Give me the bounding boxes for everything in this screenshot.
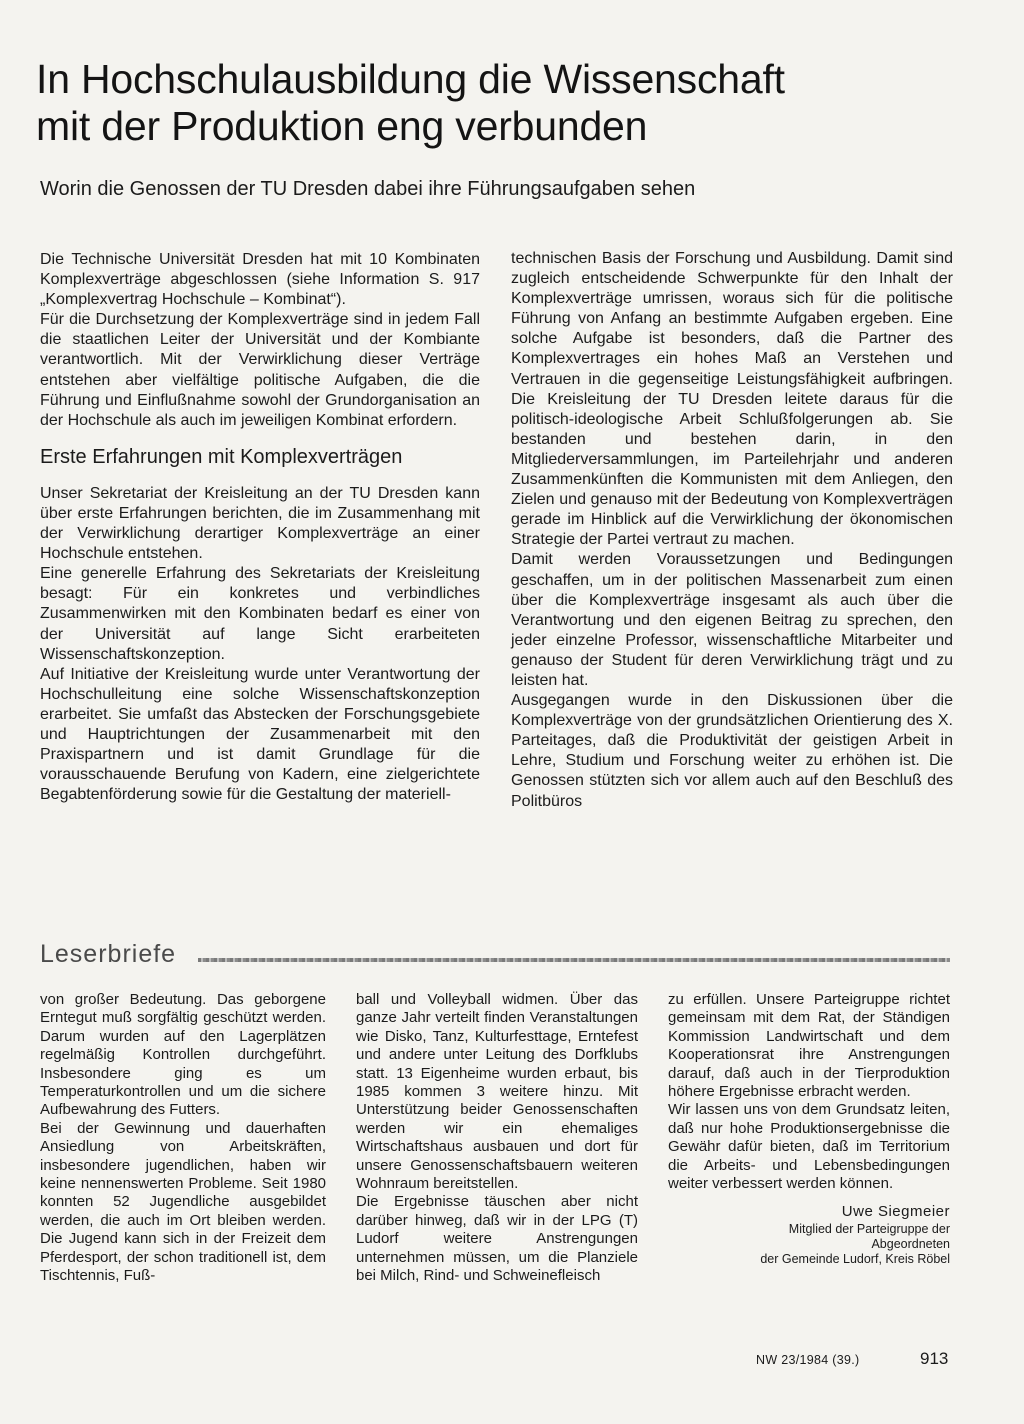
letters-divider-rule bbox=[198, 958, 950, 962]
paragraph: Eine generelle Erfahrung des Sekretariats der Kreisleitung besagt: Für ein konkretes und verbindliches Zusammenwirken mit den Kombinaten bedarf es einer von der Universität auf lange Sicht erarbeiteten Wissenschaftskonzeption. bbox=[40, 565, 480, 663]
letter-signature bbox=[668, 1202, 950, 1267]
signature-role-line-3: der Gemeinde Ludorf, Kreis Röbel bbox=[760, 1252, 950, 1267]
article-column-1 bbox=[40, 250, 480, 805]
paragraph: Unser Sekretariat der Kreisleitung an der TU Dresden kann über erste Erfahrungen berichten, die im Zusammenhang mit der Verwirklichung derartiger Komplexverträge an einer Hochschule entstehen. bbox=[40, 484, 480, 563]
paragraph: Die Technische Universität Dresden hat mit 10 Kombinaten Komplexverträge abgeschlossen (siehe Information S. 917 „Komplexvertrag Hochschule – Kombinat“). bbox=[40, 251, 480, 309]
paragraph: Für die Durchsetzung der Komplexverträge sind in jedem Fall die staatlichen Leiter der Universität und der Kombiante verantwortlich. Mit der Verwirklichung dieser Verträge entstehen aber vielfältige politische Aufgaben, die die Führung und Einflußnahme sowohl der Grundorganisation an der Hochschule als auch im jeweiligen Kombinat erfordern. bbox=[40, 311, 480, 429]
paragraph: Ausgegangen wurde in den Diskussionen über die Komplexverträge von der grundsätzlichen Orientierung des X. Parteitages, daß die Produktivität der geistigen Arbeit in Lehre, Studium und Forschung weiter zu erhöhen ist. Die Genossen stützten sich vor allem auch auf den Beschluß des Politbüros bbox=[511, 692, 953, 810]
page-number: 913 bbox=[920, 1349, 949, 1368]
signature-role-line-1: Mitglied der Parteigruppe der bbox=[788, 1222, 950, 1237]
signature-name: Uwe Siegmeier bbox=[841, 1203, 950, 1221]
letters-column-1 bbox=[40, 991, 326, 1286]
article-column-2 bbox=[511, 249, 953, 812]
paragraph: Damit werden Voraussetzungen und Bedingungen geschaffen, um in der politischen Massenarbeit zum einen über die Komplexverträge insgesamt als auch über die Verantwortung und den eigenen Beitrag zu sprechen, den jeder einzelne Professor, wissenschaftliche Mitarbeiter und genauso der Student für deren Verwirklichung trägt und zu leisten hat. bbox=[511, 551, 953, 689]
letters-column-2 bbox=[356, 991, 638, 1286]
paragraph: von großer Bedeutung. Das geborgene Erntegut muß sorgfältig geschützt werden. Darum wurden auf den Lagerplätzen regelmäßig Kontrollen durchgeführt. Insbesondere ging es um Temperaturkontrollen und um die sichere Aufbewahrung des Futters. bbox=[40, 991, 326, 1119]
paragraph: zu erfüllen. Unsere Parteigruppe richtet gemeinsam mit dem Rat, der Ständigen Kommission Landwirtschaft und dem Kooperationsrat ihre Anstrengungen darauf, daß auch in der Tierproduktion höhere Ergebnisse erbracht werden. bbox=[668, 991, 950, 1101]
signature-role-line-2: Abgeordneten bbox=[871, 1237, 950, 1252]
letters-section-title: Leserbriefe bbox=[40, 940, 177, 968]
headline-line-2: mit der Produktion eng verbunden bbox=[36, 103, 648, 149]
paragraph: Die Ergebnisse täuschen aber nicht darüber hinweg, daß wir in der LPG (T) Ludorf weitere Anstrengungen unternehmen müssen, um die Planziele bei Milch, Rind- und Schweinefleisch bbox=[356, 1193, 638, 1285]
letters-column-3 bbox=[668, 991, 950, 1267]
article-subheadline: Worin die Genossen der TU Dresden dabei ihre Führungsaufgaben sehen bbox=[40, 178, 696, 200]
paragraph: Bei der Gewinnung und dauerhaften Ansiedlung von Arbeitskräften, insbesondere jugendlichen, haben wir keine nennenswerten Probleme. Seit 1980 konnten 52 Jugendliche ausgebildet werden, die auch im Ort bleiben werden. Die Jugend kann sich in der Freizeit dem Pferdesport, der schon traditionell ist, dem Tischtennis, Fuß- bbox=[40, 1119, 326, 1285]
paragraph: Wir lassen uns von dem Grundsatz leiten, daß nur hohe Produktionsergebnisse die Gewähr dafür bieten, daß im Territorium die Arbeits- und Lebensbedingungen weiter verbessert werden können. bbox=[668, 1101, 950, 1193]
paragraph: Auf Initiative der Kreisleitung wurde unter Verantwortung der Hochschulleitung eine solche Wissenschaftskonzeption erarbeitet. Sie umfaßt das Abstecken der Forschungsgebiete und Hauptrichtungen der Zusammenarbeit mit den Praxispartnern und ist damit Grundlage für die vorausschauende Berufung von Kadern, eine zielgerichtete Begabtenförderung sowie für die Gestaltung der materiell- bbox=[40, 665, 480, 804]
article-headline bbox=[36, 56, 976, 150]
paragraph: ball und Volleyball widmen. Über das ganze Jahr verteilt finden Veranstaltungen wie Disko, Tanz, Kulturfesttage, Erntefest und andere unter Leitung des Dorfklubs statt. 13 Eigenheime wurden erbaut, bis 1985 kommen 3 weitere hinzu. Mit Unterstützung beider Genossenschaften werden wir ein ehemaliges Wirtschaftshaus ausbauen und dort für unsere Genossenschaftsbauern weiteren Wohnraum bereitstellen. bbox=[356, 991, 638, 1193]
paragraph: technischen Basis der Forschung und Ausbildung. Damit sind zugleich entscheidende Schwerpunkte für den Inhalt der Komplexverträge umrissen, woraus sich für die politische Führung von Anfang an bestimmte Aufgaben ergeben. Eine solche Aufgabe ist besonders, daß die Partner des Komplexvertrages ein hohes Maß an Verstehen und Vertrauen in die gegenseitige Leistungsfähigkeit aufbringen. Die Kreisleitung der TU Dresden leitete daraus für die politisch-ideologische Arbeit Schlußfolgerungen ab. Sie bestanden und bestehen darin, in den Mitgliederversammlungen, im Parteilehrjahr und anderen Zusammenkünften die Kommunisten mit dem Anliegen, den Zielen und genauso mit der Bedeutung von Komplexverträgen gerade im Hinblick auf die Verwirklichung der ökonomischen Strategie der Partei vertraut zu machen. bbox=[511, 250, 953, 549]
issue-reference: NW 23/1984 (39.) bbox=[756, 1353, 860, 1367]
headline-line-1: In Hochschulausbildung die Wissenschaft bbox=[36, 56, 785, 102]
section-heading: Erste Erfahrungen mit Komplexverträgen bbox=[40, 445, 403, 468]
